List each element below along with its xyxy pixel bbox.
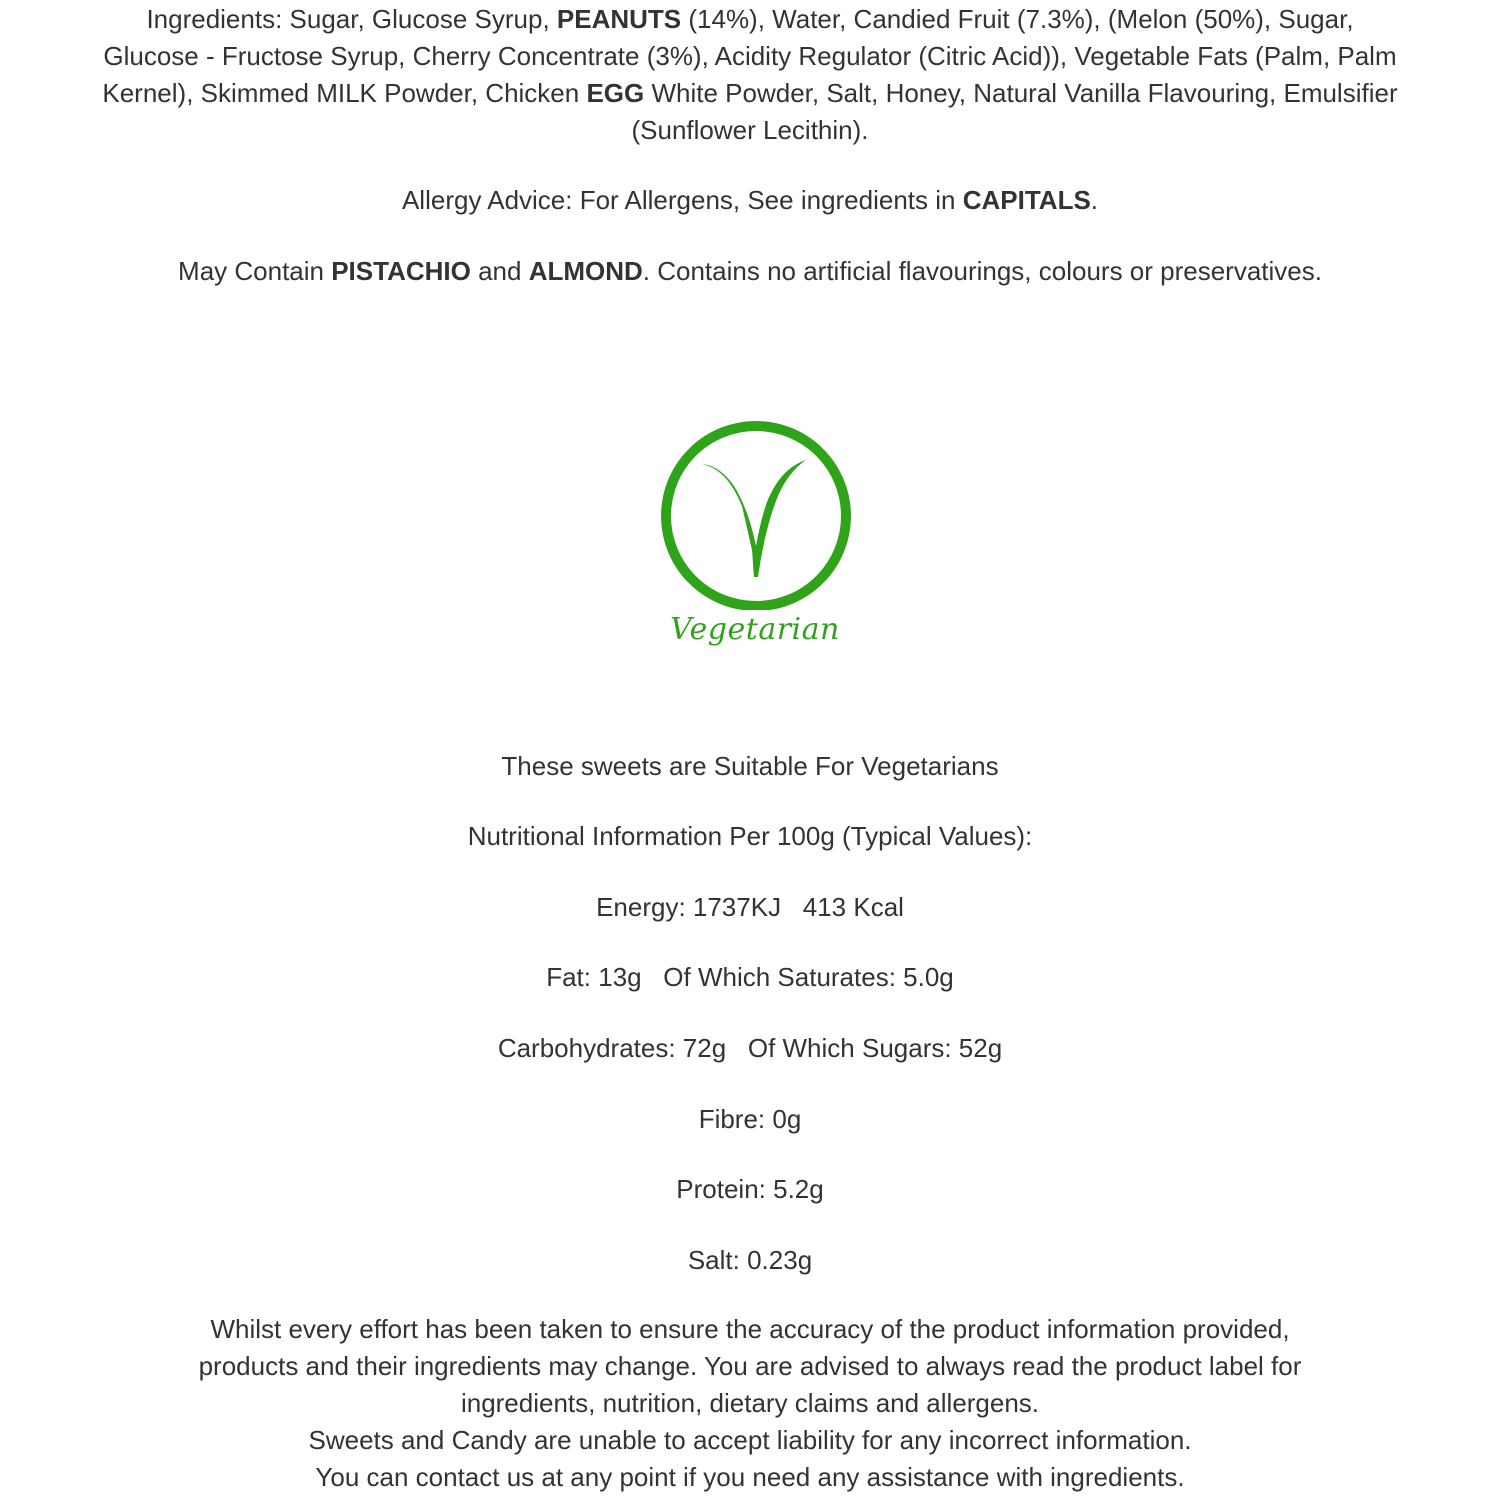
nutrition-fibre: Fibre: 0g bbox=[698, 1104, 802, 1134]
ingredients-part: Ingredients: Sugar, Glucose Syrup, bbox=[146, 4, 557, 34]
vegetarian-label: Vegetarian bbox=[670, 612, 840, 647]
ingredients-part: (14%), Water, Candied Fruit (7.3%), (Melon (50%), Sugar, Glucose - Fructose Syrup, Cherry Concentrate (3%), Acidity Regulator (Citric Acid)), Vegetable Fats (Palm, Palm Kernel), Skimmed MILK Powder, Chicken bbox=[102, 4, 1397, 108]
allergy-advice-end: . bbox=[1090, 185, 1099, 215]
vegetarian-logo bbox=[650, 410, 860, 670]
allergen-peanuts: PEANUTS bbox=[556, 4, 682, 34]
allergy-advice bbox=[100, 182, 1400, 219]
disclaimer bbox=[100, 1311, 1400, 1496]
nutrition-fat: Fat: 13g Of Which Saturates: 5.0g bbox=[546, 962, 954, 992]
may-contain-text: May Contain bbox=[178, 256, 332, 286]
nutrition-heading: Nutritional Information Per 100g (Typical Values): bbox=[467, 821, 1033, 851]
ingredients-part: White Powder, Salt, Honey, Natural Vanilla Flavouring, Emulsifier (Sunflower Lecithin). bbox=[631, 78, 1398, 145]
nutrition-salt: Salt: 0.23g bbox=[687, 1245, 813, 1275]
nutrition-energy: Energy: 1737KJ 413 Kcal bbox=[596, 892, 904, 922]
may-contain-text: and bbox=[470, 256, 529, 286]
disclaimer-line: products and their ingredients may change. You are advised to always read the product label for bbox=[198, 1351, 1302, 1381]
nutrition-protein: Protein: 5.2g bbox=[676, 1174, 824, 1204]
may-contain-notice bbox=[100, 253, 1400, 290]
disclaimer-line: You can contact us at any point if you need any assistance with ingredients. bbox=[315, 1462, 1185, 1492]
allergen-almond: ALMOND bbox=[528, 256, 643, 286]
suitable-for-vegetarians: These sweets are Suitable For Vegetarians bbox=[501, 751, 999, 781]
allergen-pistachio: PISTACHIO bbox=[331, 256, 471, 286]
allergen-egg: EGG bbox=[586, 78, 645, 108]
ingredients-text bbox=[100, 1, 1400, 149]
allergy-capitals: CAPITALS bbox=[962, 185, 1091, 215]
disclaimer-line: Sweets and Candy are unable to accept liability for any incorrect information. bbox=[308, 1425, 1192, 1455]
disclaimer-line: Whilst every effort has been taken to ensure the accuracy of the product information provided, bbox=[210, 1314, 1290, 1344]
vegetarian-v-icon bbox=[650, 410, 860, 610]
may-contain-text: . Contains no artificial flavourings, colours or preservatives. bbox=[642, 256, 1322, 286]
allergy-advice-text: Allergy Advice: For Allergens, See ingredients in bbox=[401, 185, 963, 215]
disclaimer-line: ingredients, nutrition, dietary claims and allergens. bbox=[460, 1388, 1040, 1418]
nutrition-carbohydrates: Carbohydrates: 72g Of Which Sugars: 52g bbox=[497, 1033, 1003, 1063]
